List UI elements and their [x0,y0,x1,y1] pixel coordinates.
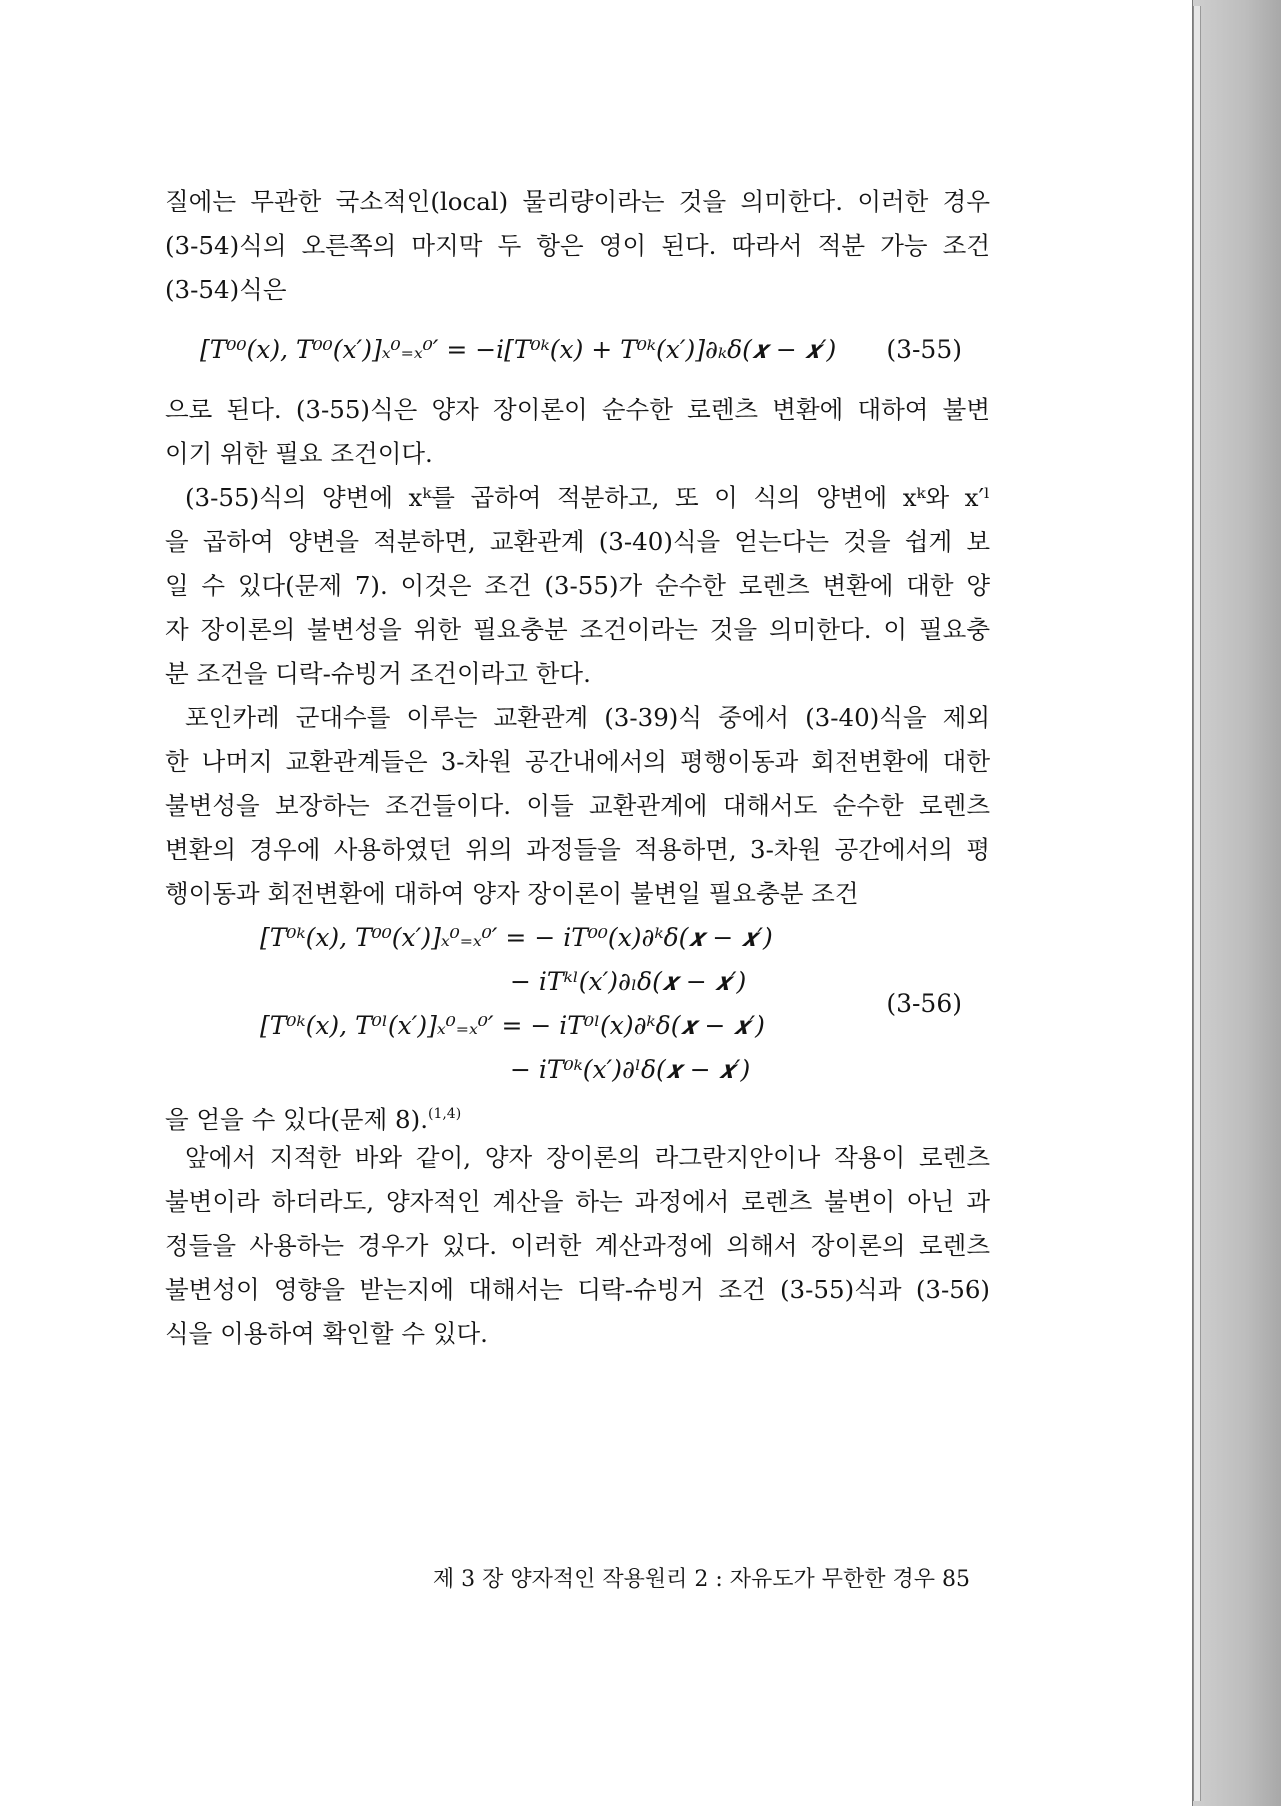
text-line: 한 나머지 교환관계들은 3-차원 공간내에서의 평행이동과 회전변환에 대한 [165,747,990,776]
text-line: 을 곱하여 양변을 적분하면, 교환관계 (3-40)식을 얻는다는 것을 쉽게 보 [165,527,990,556]
text-line: 자 장이론의 불변성을 위한 필요충분 조건이라는 것을 의미한다. 이 필요충 [165,615,990,644]
text-line: 으로 된다. (3-55)식은 양자 장이론이 순수한 로렌츠 변환에 대하여 불변 [165,395,990,424]
equation-number: (3-56) [886,989,962,1018]
paragraph-4 [165,696,990,916]
page-body [165,180,990,1356]
page-footer: 제 3 장 양자적인 작용원리 2 : 자유도가 무한한 경우 85 [432,1567,970,1592]
paragraph-5 [165,1092,990,1136]
text-line: 식을 이용하여 확인할 수 있다. [165,1319,488,1348]
reference-superscript: (1,4) [427,1106,462,1122]
text-line: (3-54)식의 오른쪽의 마지막 두 항은 영이 된다. 따라서 적분 가능 조건 [165,231,990,260]
text-line: 일 수 있다(문제 7). 이것은 조건 (3-55)가 순수한 로렌츠 변환에 대한 양 [165,571,990,600]
text-line: (3-54)식은 [165,275,287,304]
text-line: 행이동과 회전변환에 대하여 양자 장이론이 불변일 필요충분 조건 [165,879,859,908]
equation-3-55 [165,312,990,388]
paragraph-6 [165,1136,990,1356]
book-side-shadow [1193,0,1281,1806]
equation-formula: [T⁰⁰(x), T⁰⁰(x′)]ₓ⁰₌ₓ⁰′ = −i[T⁰ᵏ(x) + T⁰ᵏ(x′)]∂ₖδ(𝒙 − 𝒙′) [200,335,837,364]
paragraph-3 [165,476,990,696]
equation-row: [T⁰ᵏ(x), T⁰ˡ(x′)]ₓ⁰₌ₓ⁰′ = − iT⁰ˡ(x)∂ᵏδ(𝒙 − 𝒙′) [260,1011,765,1040]
text-line: 앞에서 지적한 바와 같이, 양자 장이론의 라그란지안이나 작용이 로렌츠 [185,1143,990,1172]
paragraph-2 [165,388,990,476]
text-line: 불변성이 영향을 받는지에 대해서는 디락-슈빙거 조건 (3-55)식과 (3-56) [165,1275,990,1304]
equation-row: [T⁰ᵏ(x), T⁰⁰(x′)]ₓ⁰₌ₓ⁰′ = − iT⁰⁰(x)∂ᵏδ(𝒙 − 𝒙′) [260,923,773,952]
text-line: 이기 위한 필요 조건이다. [165,439,433,468]
text-line: 정들을 사용하는 경우가 있다. 이러한 계산과정에 의해서 장이론의 로렌츠 [165,1231,990,1260]
text-line: (3-55)식의 양변에 xᵏ를 곱하여 적분하고, 또 이 식의 양변에 xᵏ와 x′ˡ [185,483,990,512]
text-line: 불변성을 보장하는 조건들이다. 이들 교환관계에 대해서도 순수한 로렌츠 [165,791,990,820]
equation-row: − iT⁰ᵏ(x′)∂ˡδ(𝒙 − 𝒙′) [510,1055,751,1084]
text-line: 불변이라 하더라도, 양자적인 계산을 하는 과정에서 로렌츠 불변이 아닌 과 [165,1187,990,1216]
text-line: 분 조건을 디락-슈빙거 조건이라고 한다. [165,659,591,688]
book-page-edge [1193,6,1201,1801]
text-line: 질에는 무관한 국소적인(local) 물리량이라는 것을 의미한다. 이러한 경우 [165,187,990,216]
text-line: 을 얻을 수 있다(문제 8). [165,1105,428,1134]
text-line: 변환의 경우에 사용하였던 위의 과정들을 적용하면, 3-차원 공간에서의 평 [165,835,990,864]
text-line: 포인카레 군대수를 이루는 교환관계 (3-39)식 중에서 (3-40)식을 제외 [185,703,990,732]
paragraph-1 [165,180,990,312]
equation-3-56 [165,916,990,1092]
equation-number: (3-55) [886,335,962,364]
equation-row: − iTᵏˡ(x′)∂ₗδ(𝒙 − 𝒙′) [510,967,747,996]
